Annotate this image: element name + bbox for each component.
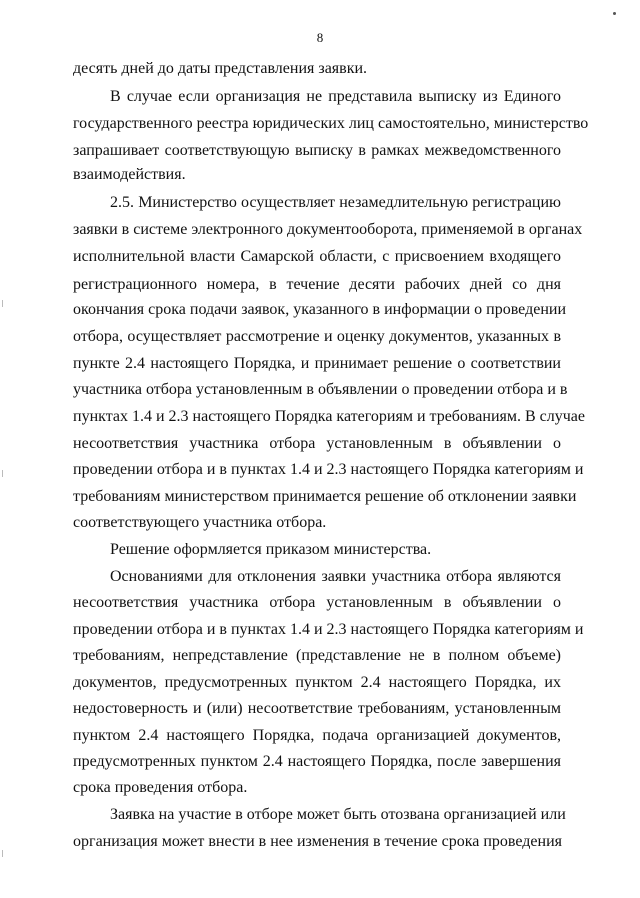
text-line: заявки в системе электронного документооборота, применяемой в органах	[73, 221, 583, 238]
text-line: проведении отбора и в пунктах 1.4 и 2.3 настоящего Порядка категориям и	[73, 621, 584, 638]
paragraph-first-line: Решение оформляется приказом министерства.	[110, 541, 432, 558]
scan-mark	[613, 12, 616, 15]
text-line: регистрационного номера, в течение десяти рабочих дней со дня	[73, 276, 561, 293]
text-line: десять дней до даты представления заявки.	[73, 60, 368, 77]
paragraph-first-line: В случае если организация не представила выписку из Единого	[110, 88, 561, 105]
text-line: пункте 2.4 настоящего Порядка, и принимает решение о соответствии	[73, 355, 561, 372]
page-number: 8	[316, 30, 324, 45]
text-line: отбора, осуществляет рассмотрение и оценку документов, указанных в	[73, 328, 561, 345]
text-line: предусмотренных пунктом 2.4 настоящего Порядка, после завершения	[73, 753, 561, 770]
text-line: документов, предусмотренных пунктом 2.4 настоящего Порядка, их	[73, 674, 561, 691]
text-line: окончания срока подачи заявок, указанного в информации о проведении	[73, 301, 566, 318]
text-line: пунктах 1.4 и 2.3 настоящего Порядка категориям и требованиям. В случае	[73, 408, 585, 425]
text-line: срока проведения отбора.	[73, 779, 248, 796]
text-line: несоответствия участника отбора установленным в объявлении о	[73, 435, 561, 452]
text-line: соответствующего участника отбора.	[73, 514, 327, 531]
text-line: несоответствия участника отбора установленным в объявлении о	[73, 594, 561, 611]
text-line: требованиям министерством принимается решение об отклонении заявки	[73, 488, 577, 505]
text-line: государственного реестра юридических лиц самостоятельно, министерство	[73, 115, 589, 132]
text-line: организация может внести в нее изменения в течение срока проведения	[73, 833, 562, 850]
scan-edge-tick	[2, 850, 3, 857]
text-line: проведении отбора и в пунктах 1.4 и 2.3 настоящего Порядка категориям и	[73, 461, 584, 478]
scan-edge-tick	[2, 300, 3, 307]
scan-edge-tick	[2, 470, 3, 477]
text-line: участника отбора установленным в объявлении о проведении отбора и в	[73, 381, 568, 398]
text-line: требованиям, непредставление (представление не в полном объеме)	[73, 647, 561, 664]
text-line: пунктом 2.4 настоящего Порядка, подача организацией документов,	[73, 727, 561, 744]
text-line: запрашивает соответствующую выписку в рамках межведомственного	[73, 142, 561, 159]
text-line: недостоверность и (или) несоответствие требованиям, установленным	[73, 700, 561, 717]
text-line: взаимодействия.	[73, 166, 186, 183]
paragraph-first-line: 2.5. Министерство осуществляет незамедлительную регистрацию	[110, 194, 561, 211]
text-line: исполнительной власти Самарской области, с присвоением входящего	[73, 248, 561, 265]
paragraph-first-line: Основаниями для отклонения заявки участника отбора являются	[110, 568, 561, 585]
paragraph-first-line: Заявка на участие в отборе может быть отозвана организацией или	[110, 806, 566, 823]
